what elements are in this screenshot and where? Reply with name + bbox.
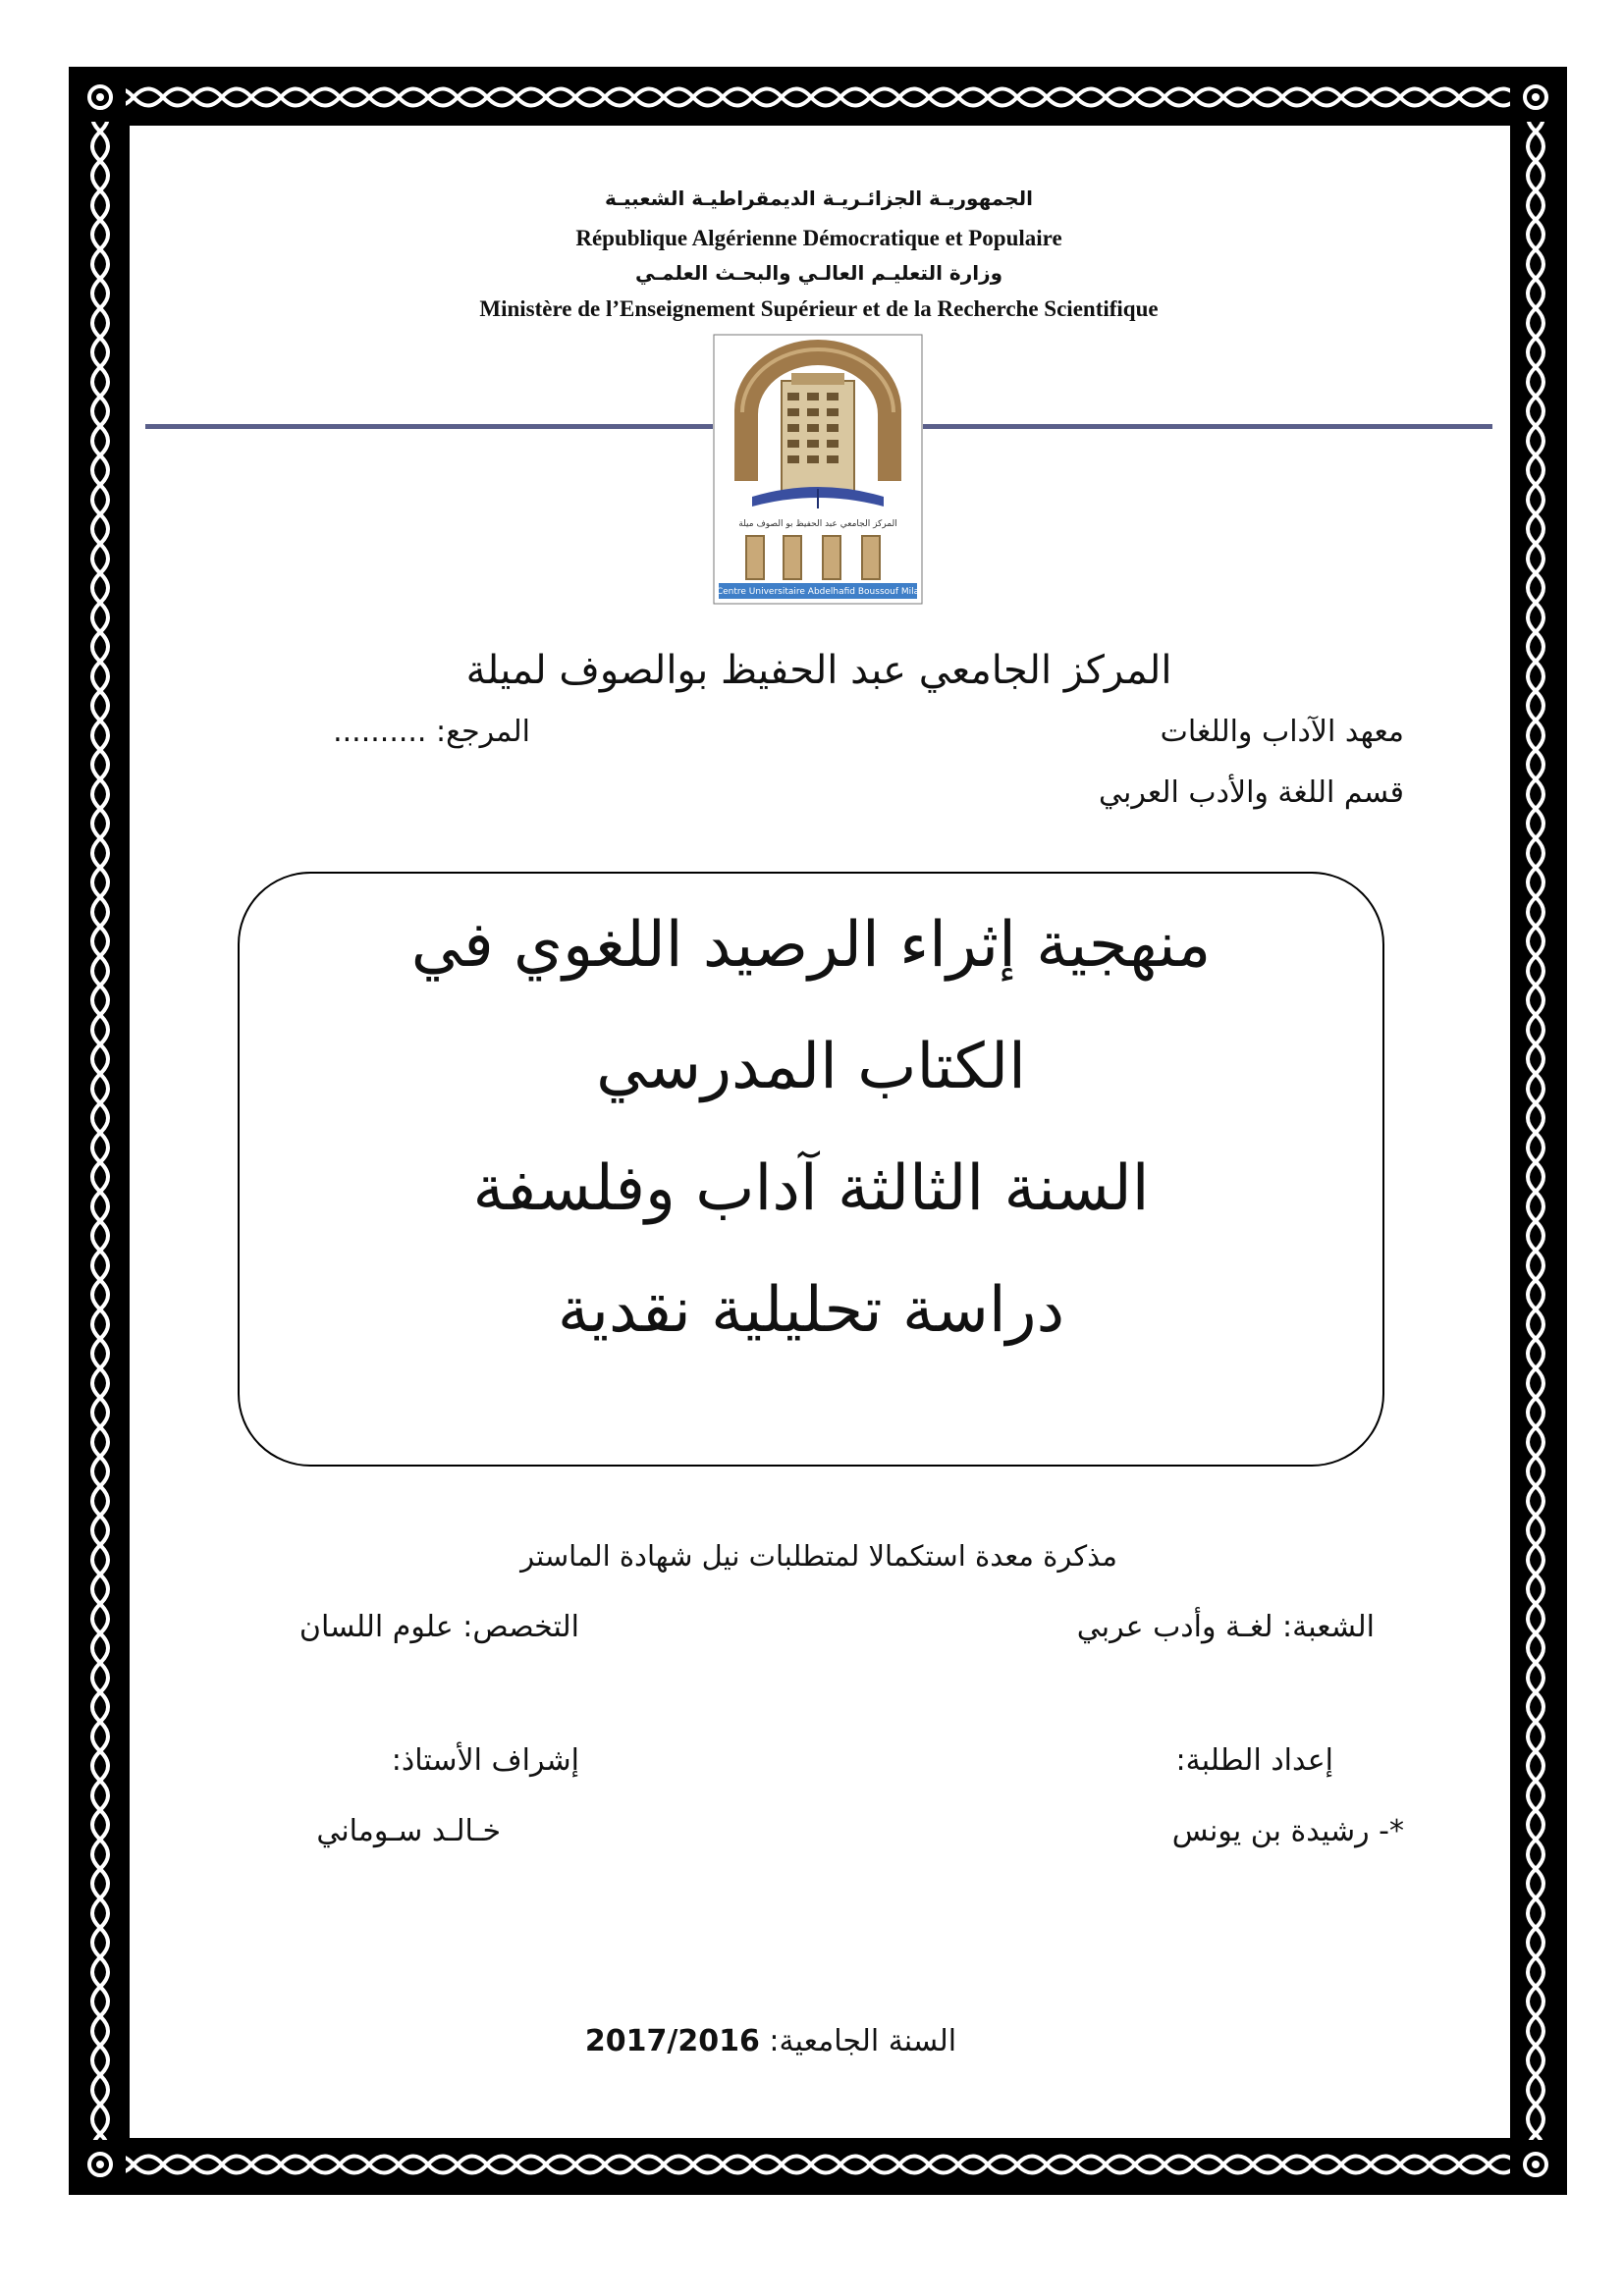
university-logo <box>713 334 923 605</box>
title-line-2: الكتاب المدرسي <box>596 1031 1026 1103</box>
academic-year-value: 2017/2016 <box>584 2024 760 2058</box>
republic-arabic: الجمهوريـة الجزائـريـة الديمقراطيـة الشعبيـة <box>605 187 1033 210</box>
ministry-arabic: وزارة التعليـم العالـي والبحـث العلمـي <box>634 261 1003 285</box>
ministry-french: Ministère de l’Enseignement Supérieur et de la Recherche Scientifique <box>479 296 1159 321</box>
branch-field: الشعبة: لغـة وأدب عربي <box>1076 1610 1375 1644</box>
title-box <box>238 872 1384 1467</box>
header-rule-right <box>923 424 1492 429</box>
professor-name: خـالـد سـوماني <box>316 1814 501 1848</box>
logo-arabic-caption: المركز الجامعي عبد الحفيظ بو الصوف ميلة <box>738 519 897 529</box>
prepared-by-label: إعداد الطلبة: <box>1175 1743 1333 1778</box>
specialty-field: التخصص: علوم اللسان <box>298 1610 579 1644</box>
title-line-3: السنة الثالثة آداب وفلسفة <box>472 1152 1150 1225</box>
header-rule-left <box>145 424 713 429</box>
logo-latin-caption: Centre Universitaire Abdelhafid Boussouf Mila <box>716 587 920 597</box>
reference-field: المرجع: .......... <box>333 715 530 749</box>
title-line-1: منهجية إثراء الرصيد اللغوي في <box>410 909 1212 982</box>
supervisor-label: إشراف الأستاذ: <box>391 1743 579 1778</box>
memo-statement: مذكرة معدة استكمالا لمتطلبات نيل شهادة الماستر <box>520 1539 1117 1573</box>
republic-french: République Algérienne Démocratique et Populaire <box>575 226 1062 250</box>
academic-year <box>550 2024 992 2058</box>
center-name: المركز الجامعي عبد الحفيظ بوالصوف لميلة <box>465 648 1172 693</box>
academic-year-label: السنة الجامعية: <box>769 2024 957 2058</box>
department-name: قسم اللغة والأدب العربي <box>1098 775 1404 810</box>
title-line-4: دراسة تحليلية نقدية <box>557 1274 1065 1347</box>
student-name: *- رشيدة بن يونس <box>1171 1814 1404 1848</box>
institute-name: معهد الآداب واللغات <box>1160 715 1404 749</box>
